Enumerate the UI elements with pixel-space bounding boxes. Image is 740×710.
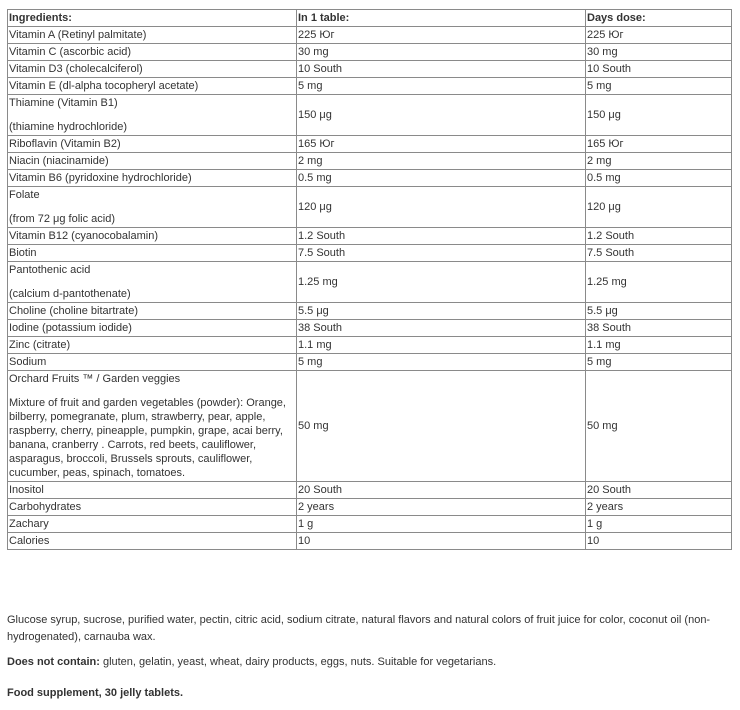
table-row: [8, 499, 732, 516]
ingredient-detail: (calcium d-pantothenate): [9, 288, 131, 300]
table-row: [8, 354, 732, 371]
ingredient-cell: [8, 153, 297, 170]
table-row: [8, 153, 732, 170]
header-ingredients: Ingredients:: [8, 10, 297, 27]
table-row: [8, 245, 732, 262]
ingredient-name: Sodium: [9, 356, 47, 368]
ingredient-cell: [8, 228, 297, 245]
table-row: [8, 482, 732, 499]
ingredient-name: Vitamin E (dl-alpha tocopheryl acetate): [9, 80, 199, 92]
ingredient-name: Orchard Fruits ™ / Garden veggies: [9, 373, 181, 385]
table-row: [8, 371, 732, 482]
daily-dose-amount: 1.2 South: [586, 228, 732, 245]
daily-dose-amount: 7.5 South: [586, 245, 732, 262]
per-tablet-amount: 120 μg: [297, 187, 586, 228]
ingredient-cell: [8, 170, 297, 187]
table-row: [8, 27, 732, 44]
daily-dose-amount: 1 g: [586, 516, 732, 533]
per-tablet-amount: 1 g: [297, 516, 586, 533]
daily-dose-amount: 5 mg: [586, 354, 732, 371]
daily-dose-amount: 5.5 μg: [586, 303, 732, 320]
daily-dose-amount: 38 South: [586, 320, 732, 337]
ingredient-detail: Mixture of fruit and garden vegetables (powder): Orange, bilberry, pomegranate, plum, strawberry, pear, apple, raspberry, cherry, pineapple, pumpkin, grape, acai berry, banana, cranberry . Carrots, red beets, cauliflower, asparagus, broccoli, Brussels sprouts, cauliflower, cucumber, peas, spinach, tomatoes.: [9, 397, 286, 479]
ingredient-name: Folate: [9, 189, 40, 201]
per-tablet-amount: 5 mg: [297, 354, 586, 371]
ingredient-name: Riboflavin (Vitamin B2): [9, 138, 121, 150]
daily-dose-amount: 10: [586, 533, 732, 550]
ingredient-name: Calories: [9, 535, 50, 547]
table-row: [8, 320, 732, 337]
table-row: [8, 262, 732, 303]
ingredient-name: Zinc (citrate): [9, 339, 71, 351]
per-tablet-amount: 50 mg: [297, 371, 586, 482]
daily-dose-amount: 10 South: [586, 61, 732, 78]
ingredient-name: Vitamin C (ascorbic acid): [9, 46, 132, 58]
table-row: [8, 170, 732, 187]
ingredient-name: Iodine (potassium iodide): [9, 322, 132, 334]
ingredient-name: Vitamin B6 (pyridoxine hydrochloride): [9, 172, 192, 184]
per-tablet-amount: 0.5 mg: [297, 170, 586, 187]
ingredient-cell: [8, 44, 297, 61]
per-tablet-amount: 5 mg: [297, 78, 586, 95]
per-tablet-amount: 10 South: [297, 61, 586, 78]
per-tablet-amount: 5.5 μg: [297, 303, 586, 320]
ingredient-cell: [8, 187, 297, 228]
per-tablet-amount: 30 mg: [297, 44, 586, 61]
daily-dose-amount: 2 years: [586, 499, 732, 516]
ingredient-cell: [8, 516, 297, 533]
other-ingredients-text: Glucose syrup, sucrose, purified water, pectin, citric acid, sodium citrate, natural flavors and natural colors of fruit juice for color, coconut oil (non-hydrogenated), carnauba wax.: [7, 614, 711, 643]
ingredient-cell: [8, 337, 297, 354]
table-row: [8, 303, 732, 320]
allergen-text: gluten, gelatin, yeast, wheat, dairy products, eggs, nuts. Suitable for vegetarians.: [99, 656, 497, 668]
ingredient-name: Vitamin D3 (cholecalciferol): [9, 63, 143, 75]
per-tablet-amount: 2 mg: [297, 153, 586, 170]
ingredient-cell: [8, 78, 297, 95]
ingredient-cell: [8, 27, 297, 44]
per-tablet-amount: 225 Юг: [297, 27, 586, 44]
table-row: [8, 337, 732, 354]
table-row: [8, 533, 732, 550]
ingredient-cell: [8, 354, 297, 371]
per-tablet-amount: 20 South: [297, 482, 586, 499]
ingredient-cell: [8, 499, 297, 516]
daily-dose-amount: 50 mg: [586, 371, 732, 482]
table-row: [8, 44, 732, 61]
daily-dose-amount: 30 mg: [586, 44, 732, 61]
ingredient-cell: [8, 61, 297, 78]
table-row: [8, 228, 732, 245]
ingredient-cell: [8, 95, 297, 136]
per-tablet-amount: 38 South: [297, 320, 586, 337]
ingredient-cell: [8, 371, 297, 482]
ingredient-cell: [8, 533, 297, 550]
per-tablet-amount: 1.2 South: [297, 228, 586, 245]
table-row: [8, 136, 732, 153]
ingredient-name: Niacin (niacinamide): [9, 155, 109, 167]
allergen-label: Does not contain:: [7, 656, 100, 668]
nutrition-table: [7, 9, 732, 550]
daily-dose-amount: 165 Юг: [586, 136, 732, 153]
nutrition-table-container: [7, 9, 731, 550]
daily-dose-amount: 1.25 mg: [586, 262, 732, 303]
table-row: [8, 95, 732, 136]
header-per-tablet: In 1 table:: [297, 10, 586, 27]
daily-dose-amount: 150 μg: [586, 95, 732, 136]
daily-dose-amount: 1.1 mg: [586, 337, 732, 354]
product-notes: [7, 612, 731, 710]
ingredient-detail: (thiamine hydrochloride): [9, 121, 127, 133]
ingredient-name: Carbohydrates: [9, 501, 82, 513]
daily-dose-amount: 225 Юг: [586, 27, 732, 44]
daily-dose-amount: 20 South: [586, 482, 732, 499]
ingredient-name: Pantothenic acid: [9, 264, 91, 276]
per-tablet-amount: 2 years: [297, 499, 586, 516]
per-tablet-amount: 7.5 South: [297, 245, 586, 262]
per-tablet-amount: 10: [297, 533, 586, 550]
ingredient-cell: [8, 136, 297, 153]
per-tablet-amount: 1.1 mg: [297, 337, 586, 354]
header-daily-dose: Days dose:: [586, 10, 732, 27]
ingredient-name: Choline (choline bitartrate): [9, 305, 139, 317]
ingredient-detail: (from 72 μg folic acid): [9, 213, 115, 225]
ingredient-name: Inositol: [9, 484, 44, 496]
ingredient-cell: [8, 262, 297, 303]
ingredient-cell: [8, 245, 297, 262]
ingredient-name: Biotin: [9, 247, 37, 259]
table-row: [8, 61, 732, 78]
table-row: [8, 78, 732, 95]
table-row: [8, 516, 732, 533]
allergen-statement: [7, 654, 731, 671]
per-tablet-amount: 150 μg: [297, 95, 586, 136]
per-tablet-amount: 1.25 mg: [297, 262, 586, 303]
ingredient-name: Thiamine (Vitamin B1): [9, 97, 118, 109]
ingredient-cell: [8, 482, 297, 499]
table-row: [8, 187, 732, 228]
daily-dose-amount: 2 mg: [586, 153, 732, 170]
per-tablet-amount: 165 Юг: [297, 136, 586, 153]
ingredient-name: Vitamin A (Retinyl palmitate): [9, 29, 147, 41]
ingredient-name: Vitamin B12 (cyanocobalamin): [9, 230, 158, 242]
table-header-row: [8, 10, 732, 27]
daily-dose-amount: 0.5 mg: [586, 170, 732, 187]
ingredient-cell: [8, 320, 297, 337]
ingredient-name: Zachary: [9, 518, 49, 530]
daily-dose-amount: 120 μg: [586, 187, 732, 228]
ingredient-cell: [8, 303, 297, 320]
daily-dose-amount: 5 mg: [586, 78, 732, 95]
table-body: [8, 27, 732, 550]
food-supplement-text: Food supplement, 30 jelly tablets.: [7, 687, 184, 699]
